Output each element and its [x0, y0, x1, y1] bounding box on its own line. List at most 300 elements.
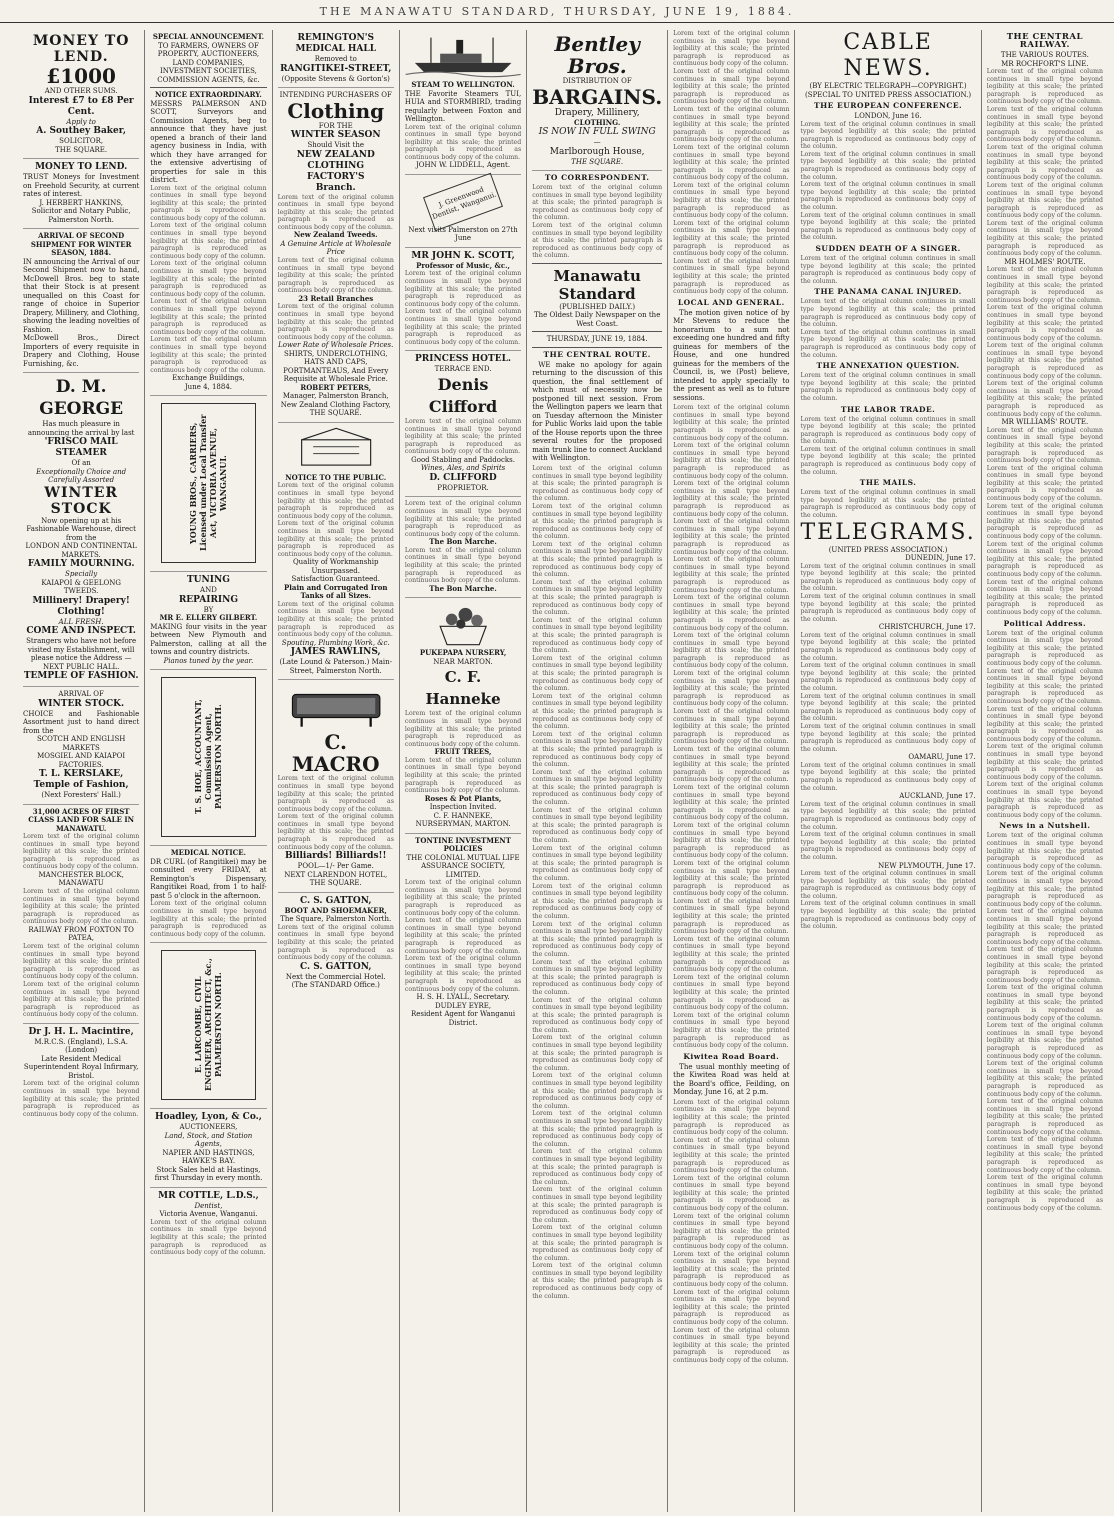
section-heading: Political Address.: [1003, 618, 1087, 628]
ad-body: Lorem text of the original column continues in small type beyond legibility at this scale; the printed paragraph is reproduced as continuous body copy of the column.: [277, 923, 394, 962]
section-subheading: MR HOLMES' ROUTE.: [1004, 257, 1086, 266]
billiard-table-icon: [278, 683, 394, 729]
ad-body: Lorem text of the original column continues in small type beyond legibility at this scale; the printed paragraph is reproduced as continuous body copy of the column.: [404, 546, 522, 585]
article-body: Lorem text of the original column continues in small type beyond legibility at this scale; the printed paragraph is reproduced as continuous body copy of the column.: [532, 730, 663, 769]
dateline: OAMARU, June 17.: [908, 753, 976, 762]
ad-text: NURSERYMAN, MARTON.: [415, 820, 511, 829]
article-body: Lorem text of the original column continues in small type beyond legibility at this scale; the printed paragraph is reproduced as continuous body copy of the column.: [800, 800, 976, 831]
ad-text: Manager, Palmerston Branch, New Zealand Clothing Factory, THE SQUARE.: [280, 392, 391, 418]
ad-text: TEMPLE OF FASHION.: [23, 671, 139, 681]
article-body: Lorem text of the original column continues in small type beyond legibility at this scale; the printed paragraph is reproduced as continuous body copy of the column.: [800, 372, 976, 402]
ad-text: WINTER SEASON: [290, 130, 381, 140]
ad-text: ALL FRESH.: [58, 617, 104, 626]
ad-body: Lorem text of the original column continues in small type beyond legibility at this scale; the printed paragraph is reproduced as continuous body copy of the column.: [150, 900, 267, 938]
ad-body: Lorem text of the original column continues in small type beyond legibility at this scale; the printed paragraph is reproduced as continuous body copy of the column.: [404, 756, 522, 795]
ad-body: Lorem text of the original column continues in small type beyond legibility at this scale; the printed paragraph is reproduced as continuous body copy of the column.: [150, 336, 267, 374]
article-body: Lorem text of the original column continues in small type beyond legibility at this scale; the printed paragraph is reproduced as continuous body copy of the column.: [673, 67, 790, 106]
ad-body: Lorem text of the original column continues in small type beyond legibility at this scale; the printed paragraph is reproduced as continuous body copy of the column.: [150, 222, 267, 260]
ad-text: DISTRIBUTION OF: [562, 77, 632, 85]
ad-text: COME AND INSPECT.: [26, 626, 136, 636]
ad-text: WINTER STOCK: [44, 484, 119, 517]
section-heading: THE PANAMA CANAL INJURED.: [814, 287, 962, 297]
article-body: Lorem text of the original column continues in small type beyond legibility at this scale; the printed paragraph is reproduced as continuous body copy of the column.: [673, 859, 790, 898]
ad-clothing-factory: [278, 88, 394, 423]
ad-text: M.R.C.S. (England), L.S.A. (London): [34, 1037, 128, 1055]
ad-name: D. CLIFFORD: [429, 472, 497, 483]
ad-title: MONEY TO LEND.: [32, 33, 130, 65]
ad-text: New Zealand Tweeds.: [293, 230, 378, 240]
ad-larcombe: [150, 943, 266, 1109]
ad-tontine: [405, 834, 521, 1031]
ad-text: Pianos tuned by the year.: [163, 656, 254, 665]
article-body: Lorem text of the original column continues in small type beyond legibility at this scale; the printed paragraph is reproduced as continuous body copy of the column.: [986, 984, 1104, 1022]
ad-body: Lorem text of the original column continues in small type beyond legibility at this scale; the printed paragraph is reproduced as continuous body copy of the column.: [23, 1080, 140, 1118]
article-body: Lorem text of the original column continues in small type beyond legibility at this scale; the printed paragraph is reproduced as continuous body copy of the column.: [673, 632, 790, 670]
ad-title: BARGAINS.: [532, 84, 663, 109]
section-heading: THE ANNEXATION QUESTION.: [816, 361, 960, 371]
article-body: Lorem text of the original column continues in small type beyond legibility at this scale; the printed paragraph is reproduced as continuous body copy of the column.: [986, 870, 1104, 908]
article-body: Lorem text of the original column continues in small type beyond legibility at this scale; the printed paragraph is reproduced as continuous body copy of the column.: [800, 593, 976, 623]
steamship-icon: [405, 33, 521, 79]
cable-news-header: [800, 30, 975, 99]
article-body: Lorem text of the original column continues in small type beyond legibility at this scale; the printed paragraph is reproduced as continuous body copy of the column.: [532, 1110, 663, 1148]
ad-text: THE SQUARE.: [309, 879, 362, 888]
article-body: Lorem text of the original column continues in small type beyond legibility at this scale; the printed paragraph is reproduced as continuous body copy of the column.: [532, 184, 663, 222]
article-body: Lorem text of the original column continues in small type beyond legibility at this scale; the printed paragraph is reproduced as continuous body copy of the column.: [673, 219, 790, 258]
ad-text: Specially: [65, 570, 98, 578]
bordered-box: [161, 403, 256, 563]
ad-text: Land, Stock, and Station Agents,: [164, 1131, 253, 1149]
ad-body: Lorem text of the original column continues in small type beyond legibility at this scale; the printed paragraph is reproduced as continuous body copy of the column.: [404, 917, 522, 955]
ad-text: Drapery, Millinery,: [554, 107, 640, 118]
article-body: Lorem text of the original column continues in small type beyond legibility at this scale; the printed paragraph is reproduced as continuous body copy of the column.: [986, 667, 1104, 705]
ad-bon-marche: [405, 497, 521, 598]
vertical-text: T. S. HOE, ACCOUNTANT, Commission Agent, PALMERSTON NORTH.: [193, 699, 224, 815]
section-heading: THE EUROPEAN CONFERENCE.: [814, 101, 963, 110]
ad-name: J. HERBERT HANKINS,: [39, 198, 123, 207]
ad-body: Lorem text of the original column continues in small type beyond legibility at this scale; the printed paragraph is reproduced as continuous body copy of the column.: [150, 298, 267, 336]
column-2: [145, 30, 272, 1512]
ad-title: MEDICAL NOTICE.: [170, 848, 246, 858]
ad-body: Lorem text of the original column continues in small type beyond legibility at this scale; the printed paragraph is reproduced as continuous body copy of the column.: [277, 813, 394, 851]
section-heading: SUDDEN DEATH OF A SINGER.: [815, 244, 961, 253]
ad-text: 23 Retail Branches: [298, 293, 374, 303]
ad-text: Inspection Invited.: [429, 803, 497, 812]
paper-nameplate: [532, 267, 662, 348]
tinware-engraving-icon: [278, 426, 394, 472]
ad-name: C. F. HANNEKE,: [433, 811, 493, 820]
ad-text: (Next Foresters' Hall.): [41, 791, 121, 799]
ad-title: Clothing: [287, 98, 385, 123]
article-body: Lorem text of the original column continues in small type beyond legibility at this scale; the printed paragraph is reproduced as continuous body copy of the column.: [986, 946, 1104, 984]
ad-body: Lorem text of the original column continues in small type beyond legibility at this scale; the printed paragraph is reproduced as continuous body copy of the column.: [277, 193, 394, 231]
ad-text: Next the Commercial Hotel.: [285, 972, 386, 981]
article-body: Lorem text of the original column continues in small type beyond legibility at this scale; the printed paragraph is reproduced as continuous body copy of the column.: [986, 143, 1104, 182]
vertical-text: YOUNG BROS., CARRIERS, Licensed under Local Transfer Act, VICTORIA AVENUE, WANGANUI.: [188, 415, 229, 552]
ad-young-bros: [150, 396, 266, 572]
dateline: CHRISTCHURCH, June 17.: [878, 623, 976, 632]
ad-text: THE SQUARE.: [571, 157, 624, 166]
article-body: Lorem text of the original column continues in small type beyond legibility at this scale; the printed paragraph is reproduced as continuous body copy of the column.: [532, 844, 663, 882]
ad-text: NAPIER AND HASTINGS,: [162, 1148, 255, 1157]
ad-scott: [405, 248, 521, 351]
dateline: NEW PLYMOUTH, June 17.: [878, 861, 976, 870]
article-body: Lorem text of the original column continues in small type beyond legibility at this scale; the printed paragraph is reproduced as continuous body copy of the column.: [673, 973, 790, 1012]
article-body: Lorem text of the original column continues in small type beyond legibility at this scale; the printed paragraph is reproduced as continuous body copy of the column.: [986, 464, 1104, 503]
article-paragraph: The motion given notice of by Mr Stevens to reduce the honorarium to a sum not exceeding one hundred and fifty guineas for members of the House, and one hundred guineas for the members of the Council, is, we (Post) believe, intended to apply specially to the present as well as to future sessions.: [673, 308, 790, 402]
ad-text: Professor of Music, &c.,: [416, 260, 510, 270]
ad-name: C. F. Hanneke: [425, 668, 501, 709]
dateline: AUCKLAND, June 17.: [899, 792, 976, 801]
article-body: Lorem text of the original column continues in small type beyond legibility at this scale; the printed paragraph is reproduced as continuous body copy of the column.: [673, 257, 790, 296]
ad-body: Lorem text of the original column continues in small type beyond legibility at this scale; the printed paragraph is reproduced as continuous body copy of the column.: [404, 270, 522, 308]
article-body: Lorem text of the original column continues in small type beyond legibility at this scale; the printed paragraph is reproduced as continuous body copy of the column.: [800, 723, 976, 753]
paper-subtitle: The Oldest Daily Newspaper on the West Coast.: [534, 311, 661, 328]
article-body: Lorem text of the original column continues in small type beyond legibility at this scale; the printed paragraph is reproduced as continuous body copy of the column.: [986, 105, 1104, 144]
article-body: Lorem text of the original column continues in small type beyond legibility at this scale; the printed paragraph is reproduced as continuous body copy of the column.: [800, 415, 976, 446]
section-title: CABLE NEWS.: [843, 30, 933, 81]
ad-text: Wines, Ales, and Spirits: [420, 464, 506, 473]
ad-text: Branch.: [315, 182, 356, 193]
masthead: THE MANAWATU STANDARD, THURSDAY, JUNE 19, 1884.: [0, 0, 1114, 23]
ad-text: NEXT CLARENDON HOTEL,: [284, 870, 388, 879]
ad-body: Lorem text of the original column continues in small type beyond legibility at this scale; the printed paragraph is reproduced as continuous body copy of the column.: [277, 600, 394, 639]
ad-text: McDowell Bros., Direct Importers of every requisite in Drapery and Clothing, House Furnishing, &c.: [23, 334, 140, 368]
ad-text: Apply to: [66, 117, 96, 126]
ad-body: Lorem text of the original column continues in small type beyond legibility at this scale; the printed paragraph is reproduced as continuous body copy of the column.: [23, 833, 140, 871]
section-subtitle: (BY ELECTRIC TELEGRAPH—COPYRIGHT.): [809, 82, 967, 90]
ad-title: REPAIRING: [178, 594, 239, 605]
ad-text: NEXT PUBLIC HALL.: [42, 662, 120, 671]
column-8: [982, 30, 1108, 1512]
ad-title: SPECIAL ANNOUNCEMENT.: [152, 32, 265, 41]
ad-text: POOL—1/- Per Game.: [297, 862, 374, 871]
ad-steam: [405, 30, 521, 175]
article-body: Lorem text of the original column continues in small type beyond legibility at this scale; the printed paragraph is reproduced as continuous body copy of the column.: [986, 578, 1104, 616]
flower-basket-icon: [405, 601, 521, 647]
ad-body: Lorem text of the original column continues in small type beyond legibility at this scale; the printed paragraph is reproduced as continuous body copy of the column.: [404, 500, 522, 538]
ad-hoe: [150, 670, 266, 846]
article-body: Lorem text of the original column continues in small type beyond legibility at this scale; the printed paragraph is reproduced as continuous body copy of the column.: [673, 746, 790, 784]
article-body: Lorem text of the original column continues in small type beyond legibility at this scale; the printed paragraph is reproduced as continuous body copy of the column.: [673, 1212, 790, 1251]
ad-title: ARRIVAL OF SECOND SHIPMENT FOR WINTER SEASON, 1884.: [30, 231, 132, 257]
section-heading: Kiwitea Road Board.: [683, 1051, 780, 1061]
ad-name: C. S. GATTON,: [299, 961, 372, 972]
ad-text: Removed to: [314, 55, 357, 63]
ad-text: Dentist,: [194, 1201, 223, 1210]
article-body: Lorem text of the original column continues in small type beyond legibility at this scale; the printed paragraph is reproduced as continuous body copy of the column.: [532, 654, 663, 693]
ad-text: 'FRISCO MAIL STEAMER: [44, 437, 118, 458]
article-body: Lorem text of the original column continues in small type beyond legibility at this scale; the printed paragraph is reproduced as continuous body copy of the column.: [532, 1186, 663, 1224]
ad-text: MOSGIEL AND KAIAPOI FACTORIES.: [37, 752, 126, 769]
article-body: Lorem text of the original column continues in small type beyond legibility at this scale; the printed paragraph is reproduced as continuous body copy of the column.: [532, 692, 663, 731]
ad-text: RAILWAY FROM FOXTON TO PATEA,: [28, 925, 134, 943]
article-body: Lorem text of the original column continues in small type beyond legibility at this scale; the printed paragraph is reproduced as continuous body copy of the column.: [986, 426, 1104, 465]
article-body: Lorem text of the original column continues in small type beyond legibility at this scale; the printed paragraph is reproduced as continuous body copy of the column.: [800, 328, 976, 359]
ad-name: Hoadley, Lyon, & Co.,: [154, 1112, 262, 1123]
article-body: Lorem text of the original column continues in small type beyond legibility at this scale; the printed paragraph is reproduced as continuous body copy of the column.: [986, 502, 1104, 541]
article-body: Lorem text of the original column continues in small type beyond legibility at this scale; the printed paragraph is reproduced as continuous body copy of the column.: [532, 464, 663, 503]
article-body: Lorem text of the original column continues in small type beyond legibility at this scale; the printed paragraph is reproduced as continuous body copy of the column.: [532, 1148, 663, 1186]
ad-title: MONEY TO LEND.: [35, 162, 128, 172]
ad-text: NEAR MARTON.: [433, 657, 493, 666]
ad-tuning: [150, 572, 266, 670]
ad-name: Denis Clifford: [428, 374, 498, 416]
article-body: Lorem text of the original column continues in small type beyond legibility at this scale; the printed paragraph is reproduced as continuous body copy of the column.: [800, 489, 976, 520]
ad-money-to-lend-2: [23, 159, 139, 229]
ad-name: MR E. ELLERY GILBERT.: [159, 613, 258, 623]
article-body: Lorem text of the original column continues in small type beyond legibility at this scale; the printed paragraph is reproduced as continuous body copy of the column.: [673, 670, 790, 708]
ad-body: Lorem text of the original column continues in small type beyond legibility at this scale; the printed paragraph is reproduced as continuous body copy of the column.: [23, 887, 140, 926]
article-body: Lorem text of the original column continues in small type beyond legibility at this scale; the printed paragraph is reproduced as continuous body copy of the column.: [532, 958, 663, 996]
article-paragraph: WE make no apology for again returning to the discussion of this question, the final settlement of which must of necessity now be postponed till next session. From the Wellington papers we learn that on Tuesday afternoon the Minister for Public Works laid upon the table of the House reports upon the three several routes for the proposed main trunk line to connect Auckland with Wellington.: [532, 360, 663, 463]
article-body: Lorem text of the original column continues in small type beyond legibility at this scale; the printed paragraph is reproduced as continuous body copy of the column.: [800, 562, 976, 593]
article-body: Lorem text of the original column continues in small type beyond legibility at this scale; the printed paragraph is reproduced as continuous body copy of the column.: [800, 211, 976, 242]
article-body: Lorem text of the original column continues in small type beyond legibility at this scale; the printed paragraph is reproduced as continuous body copy of the column.: [800, 831, 976, 861]
ad-kerslake: [23, 687, 139, 805]
ad-text: (Late Lound & Paterson.) Main-Street, Palmerston North.: [279, 658, 393, 675]
ad-rawlins: [278, 423, 394, 680]
article-body: Lorem text of the original column continues in small type beyond legibility at this scale; the printed paragraph is reproduced as continuous body copy of the column.: [532, 578, 663, 617]
ad-text: MAKING four visits in the year between New Plymouth and Palmerston, calling at all the towns and country districts.: [150, 622, 267, 657]
ad-text: (Opposite Stevens & Gorton's): [281, 74, 390, 83]
ad-text: Late Resident Medical Superintendent Royal Infirmary, Bristol.: [23, 1054, 139, 1080]
vertical-text: E. LARCOMBE, CIVIL ENGINEER, ARCHITECT, &c., PALMERSTON NORTH.: [193, 958, 224, 1092]
article-body: Lorem text of the original column continues in small type beyond legibility at this scale; the printed paragraph is reproduced as continuous body copy of the column.: [532, 1034, 663, 1072]
article-body: Lorem text of the original column continues in small type beyond legibility at this scale; the printed paragraph is reproduced as continuous body copy of the column.: [986, 342, 1104, 380]
ad-text: HAWKE'S BAY.: [181, 1157, 236, 1166]
ad-title: NOTICE TO THE PUBLIC.: [285, 472, 387, 482]
ad-title: REMINGTON'S: [297, 33, 374, 43]
ad-name: C. S. GATTON,: [299, 895, 372, 906]
ad-body: Lorem text of the original column continues in small type beyond legibility at this scale; the printed paragraph is reproduced as continuous body copy of the column.: [404, 955, 522, 993]
article-body: Lorem text of the original column continues in small type beyond legibility at this scale; the printed paragraph is reproduced as continuous body copy of the column.: [673, 1326, 790, 1364]
article-body: Lorem text of the original column continues in small type beyond legibility at this scale; the printed paragraph is reproduced as continuous body copy of the column.: [673, 783, 790, 822]
ad-title: D. M. GEORGE: [39, 377, 124, 419]
article-body: Lorem text of the original column continues in small type beyond legibility at this scale; the printed paragraph is reproduced as continuous body copy of the column.: [673, 1011, 790, 1050]
article-body: Lorem text of the original column continues in small type beyond legibility at this scale; the printed paragraph is reproduced as continuous body copy of the column.: [800, 445, 976, 476]
ad-name: MR JOHN K. SCOTT,: [411, 250, 515, 261]
ad-text: WINTER STOCK.: [38, 698, 125, 709]
ad-text: CLOTHING FACTORY'S: [307, 160, 365, 182]
ad-body: Lorem text of the original column continues in small type beyond legibility at this scale; the printed paragraph is reproduced as continuous body copy of the column.: [150, 184, 267, 222]
ad-text: THE COLONIAL MUTUAL LIFE ASSURANCE SOCIETY, LIMITED.: [406, 853, 520, 879]
article-body: Lorem text of the original column continues in small type beyond legibility at this scale; the printed paragraph is reproduced as continuous body copy of the column.: [800, 870, 976, 900]
ad-title: Bentley Bros.: [554, 32, 640, 78]
article-body: Lorem text of the original column continues in small type beyond legibility at this scale; the printed paragraph is reproduced as continuous body copy of the column.: [800, 692, 976, 723]
article-body: Lorem text of the original column continues in small type beyond legibility at this scale; the printed paragraph is reproduced as continuous body copy of the column.: [673, 1250, 790, 1288]
section-heading: LOCAL AND GENERAL.: [677, 297, 785, 307]
divider: [150, 87, 266, 88]
ad-body: Lorem text of the original column continues in small type beyond legibility at this scale; the printed paragraph is reproduced as continuous body copy of the column.: [404, 308, 522, 346]
columns: [18, 30, 1108, 1512]
ad-greenwood: [405, 175, 521, 248]
ad-name: JOHN W. LIDDELL, Agent.: [415, 161, 511, 170]
ad-name: T. L. KERSLAKE,: [39, 769, 124, 779]
ad-name: MR COTTLE, L.D.S.,: [158, 1190, 259, 1201]
ad-body: Lorem text of the original column continues in small type beyond legibility at this scale; the printed paragraph is reproduced as continuous body copy of the column.: [277, 520, 394, 558]
ad-text: BOOT AND SHOEMAKER,: [284, 905, 387, 915]
section-subheading: MR WILLIAMS' ROUTE.: [1001, 418, 1089, 427]
ad-text: INTENDING PURCHASERS OF: [279, 91, 392, 99]
ad-body: Lorem text of the original column continues in small type beyond legibility at this scale; the printed paragraph is reproduced as continuous body copy of the column.: [23, 942, 140, 981]
dateline: DUNEDIN, June 17.: [905, 554, 976, 563]
ad-george: [23, 373, 139, 687]
article-body: Lorem text of the original column continues in small type beyond legibility at this scale; the printed paragraph is reproduced as continuous body copy of the column.: [800, 298, 976, 329]
article-body: Lorem text of the original column continues in small type beyond legibility at this scale; the printed paragraph is reproduced as continuous body copy of the column.: [800, 761, 976, 792]
column-5: [527, 30, 668, 1512]
ad-text: Interest £7 to £8 Per Cent.: [28, 95, 134, 117]
article-body: Lorem text of the original column continues in small type beyond legibility at this scale; the printed paragraph is reproduced as continuous body copy of the column.: [800, 255, 976, 285]
ad-text: Exceptionally Choice and Carefully Assorted: [36, 467, 127, 484]
ad-text: Billiards! Billiards!!: [285, 851, 387, 862]
article-body: Lorem text of the original column continues in small type beyond legibility at this scale; the printed paragraph is reproduced as continuous body copy of the column.: [532, 1262, 663, 1300]
ad-text: LONDON AND CONTINENTAL MARKETS.: [25, 542, 137, 559]
ad-text: BY: [203, 605, 214, 614]
article-body: Lorem text of the original column continues in small type beyond legibility at this scale; the printed paragraph is reproduced as continuous body copy of the column.: [532, 920, 663, 958]
article-body: Lorem text of the original column continues in small type beyond legibility at this scale; the printed paragraph is reproduced as continuous body copy of the column.: [673, 30, 790, 68]
ad-princess-hotel: [405, 351, 521, 497]
article-body: Lorem text of the original column continues in small type beyond legibility at this scale; the printed paragraph is reproduced as continuous body copy of the column.: [532, 540, 663, 579]
ad-text: MESSRS PALMERSON AND SCOTT, Surveyors and Commission Agents, beg to announce that they have just opened a branch of their land agency business in India, with which they have arranged for the extensive advertising of properties for sale in this district.: [150, 99, 267, 184]
ad-title: TONTINE INVESTMENT POLICIES: [415, 835, 511, 854]
article-body: Lorem text of the original column continues in small type beyond legibility at this scale; the printed paragraph is reproduced as continuous body copy of the column.: [673, 480, 790, 518]
ad-text: MANCHESTER BLOCK, MANAWATU: [38, 870, 124, 888]
article-body: Lorem text of the original column continues in small type beyond legibility at this scale; the printed paragraph is reproduced as continuous body copy of the column.: [986, 181, 1104, 220]
ad-text: June 4, 1884.: [184, 382, 233, 391]
ad-body: Lorem text of the original column continues in small type beyond legibility at this scale; the printed paragraph is reproduced as continuous body copy of the column.: [150, 260, 267, 298]
column-6: [668, 30, 795, 1512]
ad-text: Satisfaction Guaranteed.: [291, 575, 380, 584]
ad-text: Spouting, Plumbing Work, &c.: [281, 638, 390, 647]
article-body: Lorem text of the original column continues in small type beyond legibility at this scale; the printed paragraph is reproduced as continuous body copy of the column.: [986, 1098, 1104, 1136]
ad-text: Marlborough House,: [549, 146, 645, 157]
article-body: Lorem text of the original column continues in small type beyond legibility at this scale; the printed paragraph is reproduced as continuous body copy of the column.: [800, 150, 976, 181]
ad-pukepapa: [405, 598, 521, 833]
ad-bentley: [532, 30, 662, 171]
ad-title: 31,000 ACRES OF FIRST CLASS LAND FOR SALE IN MANAWATU.: [28, 806, 135, 833]
article-body: Lorem text of the original column continues in small type beyond legibility at this scale; the printed paragraph is reproduced as continuous body copy of the column.: [532, 768, 663, 807]
ad-text: The Bon Marche.: [429, 537, 497, 547]
ad-text: Plain and Corrugated Iron Tanks of all Sizes.: [284, 582, 388, 601]
ad-remington: [278, 30, 394, 88]
article-body: Lorem text of the original column continues in small type beyond legibility at this scale; the printed paragraph is reproduced as continuous body copy of the column.: [673, 1174, 790, 1213]
article-body: Lorem text of the original column continues in small type beyond legibility at this scale; the printed paragraph is reproduced as continuous body copy of the column.: [986, 1060, 1104, 1098]
article-body: Lorem text of the original column continues in small type beyond legibility at this scale; the printed paragraph is reproduced as continuous body copy of the column.: [673, 404, 790, 442]
section-heading: TO CORRESPONDENT.: [544, 173, 650, 182]
column-4: [400, 30, 527, 1512]
article-body: Lorem text of the original column continues in small type beyond legibility at this scale; the printed paragraph is reproduced as continuous body copy of the column.: [532, 1072, 663, 1110]
article-body: Lorem text of the original column continues in small type beyond legibility at this scale; the printed paragraph is reproduced as continuous body copy of the column.: [673, 1136, 790, 1175]
article-body: Lorem text of the original column continues in small type beyond legibility at this scale; the printed paragraph is reproduced as continuous body copy of the column.: [673, 181, 790, 220]
ad-text: TERRACE END.: [434, 365, 492, 374]
article-body: Lorem text of the original column continues in small type beyond legibility at this scale; the printed paragraph is reproduced as continuous body copy of the column.: [673, 442, 790, 480]
section-subheading: MR ROCHFORT'S LINE.: [1001, 59, 1089, 68]
ad-body: Lorem text of the original column continues in small type beyond legibility at this scale; the printed paragraph is reproduced as continuous body copy of the column.: [404, 417, 522, 456]
ad-name: C. MACRO: [291, 730, 380, 777]
article-body: Lorem text of the original column continues in small type beyond legibility at this scale; the printed paragraph is reproduced as continuous body copy of the column.: [986, 781, 1104, 819]
ad-text: Exchange Buildings,: [172, 374, 245, 383]
ad-text: Resident Agent for Wanganui District.: [410, 1010, 516, 1027]
divider: [532, 347, 662, 348]
article-body: Lorem text of the original column continues in small type beyond legibility at this scale; the printed paragraph is reproduced as continuous body copy of the column.: [673, 1288, 790, 1326]
article-body: Lorem text of the original column continues in small type beyond legibility at this scale; the printed paragraph is reproduced as continuous body copy of the column.: [986, 540, 1104, 578]
article-body: Lorem text of the original column continues in small type beyond legibility at this scale; the printed paragraph is reproduced as continuous body copy of the column.: [986, 1136, 1104, 1174]
ad-text: TRUST Moneys for Investment on Freehold Security, at current rates of interest.: [23, 173, 140, 198]
ad-text: FRUIT TREES,: [434, 747, 492, 757]
ad-macintire: [23, 1024, 139, 1122]
ad-money-to-lend: [23, 30, 139, 159]
column-7: [795, 30, 981, 1512]
ad-name: Dr J. H. L. Macintire,: [28, 1026, 134, 1037]
article-body: Lorem text of the original column continues in small type beyond legibility at this scale; the printed paragraph is reproduced as continuous body copy of the column.: [673, 143, 790, 182]
article-body: Lorem text of the original column continues in small type beyond legibility at this scale; the printed paragraph is reproduced as continuous body copy of the column.: [986, 219, 1104, 258]
rubber-stamp: J. Greenwood Dentist, Wanganui.: [423, 173, 503, 231]
ad-gatton: [278, 893, 394, 994]
ad-body: Lorem text of the original column continues in small type beyond legibility at this scale; the printed paragraph is reproduced as continuous body copy of the column.: [404, 879, 522, 917]
ad-text: Has much pleasure in announcing the arrival by last: [27, 420, 135, 437]
ad-name: A. Southey Baker,: [36, 126, 126, 136]
ad-hoadley: [150, 1109, 266, 1188]
ad-arrival: [23, 229, 139, 373]
ad-text: Millinery! Drapery! Clothing!: [32, 595, 130, 617]
section-subtitle: (SPECIAL TO UNITED PRESS ASSOCIATION.): [805, 90, 972, 99]
ad-text: Of an: [71, 459, 91, 467]
ad-text: The Square, Palmerston North.: [280, 915, 392, 924]
ad-text: RANGITIKEI-STREET,: [280, 63, 392, 74]
ad-text: CLOTHING.: [574, 117, 621, 127]
ad-text: A Genuine Article at Wholesale Price: [280, 239, 392, 257]
article-body: Lorem text of the original column continues in small type beyond legibility at this scale; the printed paragraph is reproduced as continuous body copy of the column.: [800, 662, 976, 693]
article-body: Lorem text of the original column continues in small type beyond legibility at this scale; the printed paragraph is reproduced as continuous body copy of the column.: [986, 380, 1104, 418]
article-body: Lorem text of the original column continues in small type beyond legibility at this scale; the printed paragraph is reproduced as continuous body copy of the column.: [986, 1022, 1104, 1060]
ad-text: —: [593, 138, 601, 146]
bordered-box: [161, 677, 256, 837]
article-body: Lorem text of the original column continues in small type beyond legibility at this scale; the printed paragraph is reproduced as continuous body copy of the column.: [986, 266, 1104, 304]
ad-text: SOLICITOR,: [59, 137, 104, 145]
section-title: THE CENTRAL RAILWAY.: [1006, 32, 1083, 50]
article-body: Lorem text of the original column continues in small type beyond legibility at this scale; the printed paragraph is reproduced as continuous body copy of the column.: [800, 120, 976, 151]
section-subtitle: (UNITED PRESS ASSOCIATION.): [828, 545, 948, 554]
article-body: Lorem text of the original column continues in small type beyond legibility at this scale; the printed paragraph is reproduced as continuous body copy of the column.: [532, 502, 663, 541]
ad-body: Lorem text of the original column continues in small type beyond legibility at this scale; the printed paragraph is reproduced as continuous body copy of the column.: [404, 710, 522, 748]
article-body: Lorem text of the original column continues in small type beyond legibility at this scale; the printed paragraph is reproduced as continuous body copy of the column.: [800, 631, 976, 662]
article-body: Lorem text of the original column continues in small type beyond legibility at this scale; the printed paragraph is reproduced as continuous body copy of the column.: [986, 629, 1104, 667]
section-heading: THE LABOR TRADE.: [840, 404, 936, 414]
ad-title: PUKEPAPA NURSERY,: [419, 648, 507, 658]
ad-name: H. S. H. LYALL, Secretary.: [416, 993, 510, 1002]
ad-text: (The STANDARD Office.): [291, 981, 380, 990]
ad-body: Lorem text of the original column continues in small type beyond legibility at this scale; the printed paragraph is reproduced as continuous body copy of the column.: [277, 775, 394, 813]
article-body: Lorem text of the original column continues in small type beyond legibility at this scale; the printed paragraph is reproduced as continuous body copy of the column.: [800, 900, 976, 931]
article-body: Lorem text of the original column continues in small type beyond legibility at this scale; the printed paragraph is reproduced as continuous body copy of the column.: [673, 897, 790, 936]
ad-text: THE SQUARE.: [55, 145, 108, 154]
ad-text: AUCTIONEERS,: [179, 1123, 238, 1132]
ad-text: SHIRTS, UNDERCLOTHING, HATS AND CAPS, PORTMANTEAUS, And Every Requisite at Wholesale Price.: [283, 349, 389, 384]
section-title: TELEGRAMS.: [800, 519, 976, 545]
article-body: Lorem text of the original column continues in small type beyond legibility at this scale; the printed paragraph is reproduced as continuous body copy of the column.: [986, 304, 1104, 342]
ad-text: IS NOW IN FULL SWING: [538, 127, 656, 137]
article-body: Lorem text of the original column continues in small type beyond legibility at this scale; the printed paragraph is reproduced as continuous body copy of the column.: [673, 1098, 790, 1137]
paper-title: Manawatu Standard: [553, 266, 641, 303]
ad-text: THE Favorite Steamers TUI, HUIA and STORMBIRD, trading regularly between Foxton and Wellington.: [404, 89, 522, 123]
ad-text: Good Stabling and Paddocks.: [411, 455, 515, 464]
ad-text: FAMILY MOURNING.: [27, 559, 135, 569]
section-heading: THE MAILS.: [859, 478, 917, 488]
article-body: Lorem text of the original column continues in small type beyond legibility at this scale; the printed paragraph is reproduced as continuous body copy of the column.: [532, 806, 663, 845]
article-body: Lorem text of the original column continues in small type beyond legibility at this scale; the printed paragraph is reproduced as continuous body copy of the column.: [532, 616, 663, 655]
article-paragraph: The usual monthly meeting of the Kiwitea Road was held at the Board's office, Feilding, on Monday, June 16, at 2 p.m.: [673, 1062, 790, 1097]
